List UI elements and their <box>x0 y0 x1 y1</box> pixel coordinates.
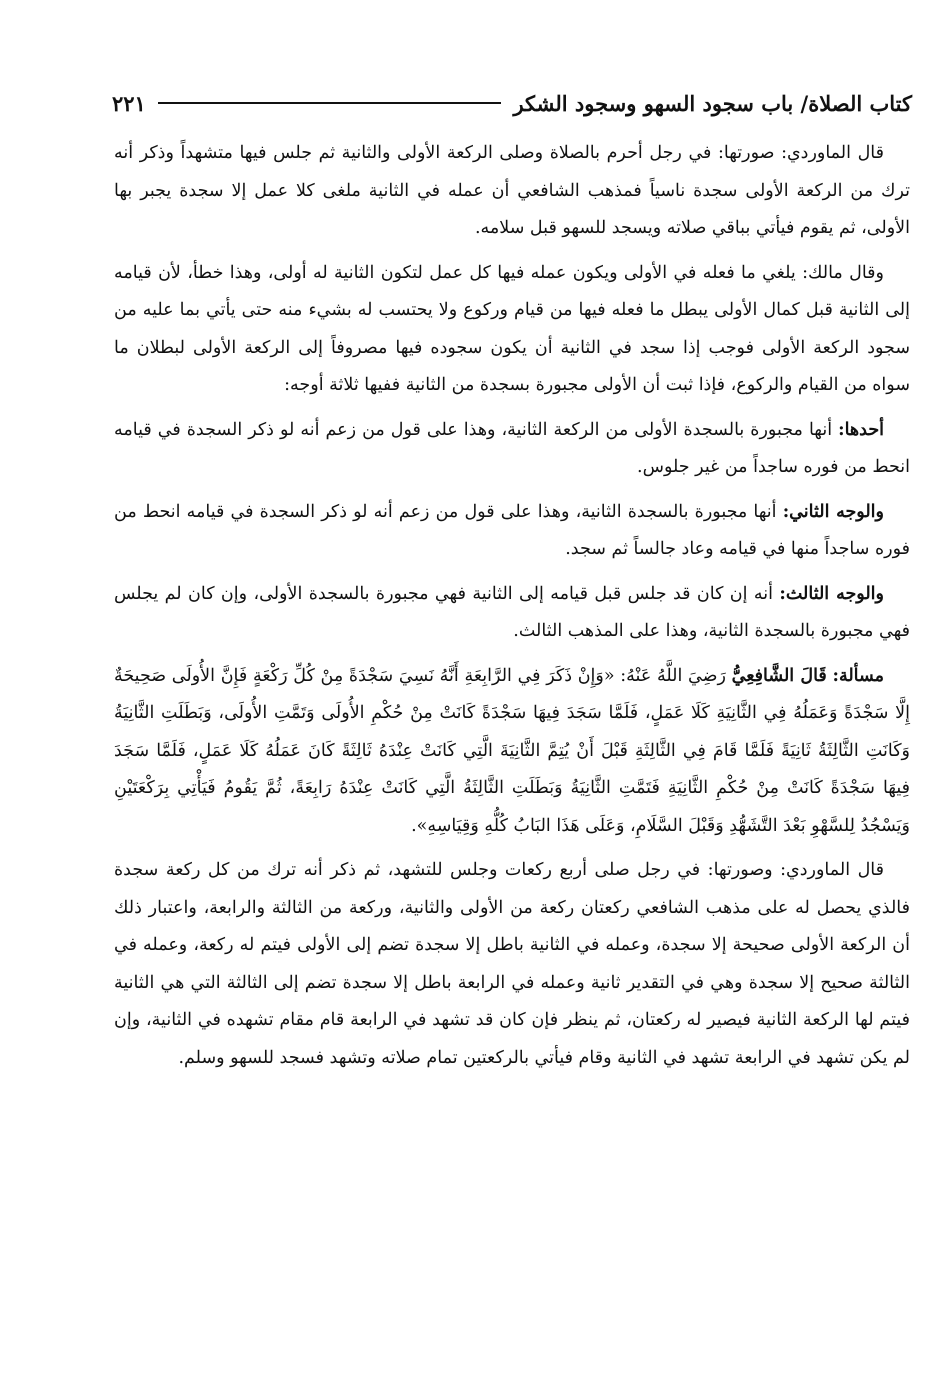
paragraph-2: وقال مالك: يلغي ما فعله في الأولى ويكون عمله فيها كل عمل لتكون الثانية له أولى، وهذا خطأ، لأن قيامه إلى الثانية قبل كمال الأولى يبطل ما فعله فيها من قيام وركوع ولا يحتسب له بشيء منه حتى يأتي بما عليه من سجود الركعة الأولى فوجب إذا سجد في الثانية أن يكون سجوده فيها مصروفاً إلى الركعة الأولى لبطلان ما سواه من القيام والركوع، فإذا ثبت أن الأولى مجبورة بسجدة من الثانية ففيها ثلاثة أوجه: <box>114 262 910 395</box>
paragraph-5 <box>114 576 910 651</box>
paragraph-1: قال الماوردي: صورتها: في رجل أحرم بالصلاة وصلى الركعة الأولى والثانية ثم جلس فيها متشهداً وذكر أنه ترك من الركعة الأولى سجدة ناسياً فمذهب الشافعي أن عمله في الثانية ملغى كلا عمل إلا سجدة يجبر بها الأولى، ثم يقوم فيأتي بباقي صلاته ويسجد للسهو قبل سلامه. <box>114 143 910 238</box>
page-header <box>112 86 912 120</box>
paragraph-4-lead: والوجه الثاني: <box>782 501 884 522</box>
paragraph-3 <box>114 412 910 487</box>
masala-title: قَالَ الشَّافِعِيُّ <box>731 665 827 686</box>
masala-lead: مسألة: <box>832 665 884 686</box>
paragraph-4 <box>114 494 910 569</box>
page-body <box>114 135 910 1084</box>
paragraph-7: قال الماوردي: وصورتها: في رجل صلى أربع ركعات وجلس للتشهد، ثم ذكر أنه ترك من كل ركعة سجدة فالذي يحصل له على مذهب الشافعي ركعتان ركعة من الأولى والثانية، وركعة من الثالثة والرابعة، واعتبار ذلك أن الركعة الأولى صحيحة إلا سجدة، وعمله في الثانية باطل إلا سجدة تضم إلى الأولى فيتم له ركعة، وعمله في الثالثة صحيح إلا سجدة وهي في التقدير ثانية وعمله في الرابعة باطل إلا سجدة تضم إلى الثالثة التي هي الثانية فيتم لها الركعة الثانية فيصير له ركعتان، ثم ينظر فإن كان قد تشهد في الرابعة قام مقام تشهده في الثانية، وإن لم يكن تشهد في الرابعة تشهد في الثانية وقام فيأتي بالركعتين تمام صلاته وتشهد فسجد للسهو وسلم. <box>114 860 910 1068</box>
paragraph-3-lead: أحدها: <box>838 419 884 440</box>
page-number: ٢٢١ <box>112 90 146 116</box>
masala-paragraph <box>114 658 910 846</box>
paragraph-5-text: أنه إن كان قد جلس قبل قيامه إلى الثانية فهي مجبورة بالسجدة الأولى، وإن كان لم يجلس فهي مجبورة بالسجدة الثانية، وهذا على المذهب الثالث. <box>114 583 910 641</box>
paragraph-5-lead: والوجه الثالث: <box>779 583 884 604</box>
paragraph-3-text: أنها مجبورة بالسجدة الأولى من الركعة الثانية، وهذا على قول من زعم أنه لو ذكر السجدة في قيامه انحط من فوره ساجداً من غير جلوس. <box>114 419 910 477</box>
header-rule <box>158 102 502 104</box>
running-title: كتاب الصلاة/ باب سجود السهو وسجود الشكر <box>513 90 912 116</box>
paragraph-4-text: أنها مجبورة بالسجدة الثانية، وهذا على قول من زعم أنه لو ذكر السجدة في قيامه انحط من فوره ساجداً منها في قيامه وعاد جالساً ثم سجد. <box>114 501 910 559</box>
masala-text: رَضِيَ اللَّهُ عَنْهُ: «وَإِنْ ذَكَرَ فِي الرَّابِعَةِ أَنَّهُ نَسِيَ سَجْدَةً مِنْ كُلِّ رَكْعَةٍ فَإِنَّ الأُولَى صَحِيحَةٌ إِلَّا سَجْدَةً وَعَمَلُهُ فِي الثَّانِيَةِ كَلَا عَمَلٍ، فَلَمَّا سَجَدَ فِيهَا سَجْدَةً كَانَتْ مِنْ حُكْمِ الأُولَى وَتَمَّتِ الأُولَى، وَبَطَلَتِ الثَّانِيَةُ وَكَانَتِ الثَّالِثَةُ ثَانِيَةً فَلَمَّا قَامَ فِي الثَّالِثَةِ قَبْلَ أَنْ يُتِمَّ الثَّانِيَةَ الَّتِي كَانَتْ عِنْدَهُ ثَالِثَةً كَانَ عَمَلُهُ كَلَا عَمَلٍ، فَلَمَّا سَجَدَ فِيهَا سَجْدَةً كَانَتْ مِنْ حُكْمِ الثَّانِيَةِ فَتَمَّتِ الثَّانِيَةُ وَبَطَلَتِ الثَّالِثَةُ الَّتِي كَانَتْ عِنْدَهُ رَابِعَةً، ثُمَّ يَقُومُ فَيَأْتِي بِرَكْعَتَيْنِ وَيَسْجُدُ لِلسَّهْوِ بَعْدَ التَّشَهُّدِ وَقَبْلَ السَّلَامِ، وَعَلَى هَذَا البَابُ كُلُّهِ وَقِيَاسِهِ». <box>114 665 910 836</box>
